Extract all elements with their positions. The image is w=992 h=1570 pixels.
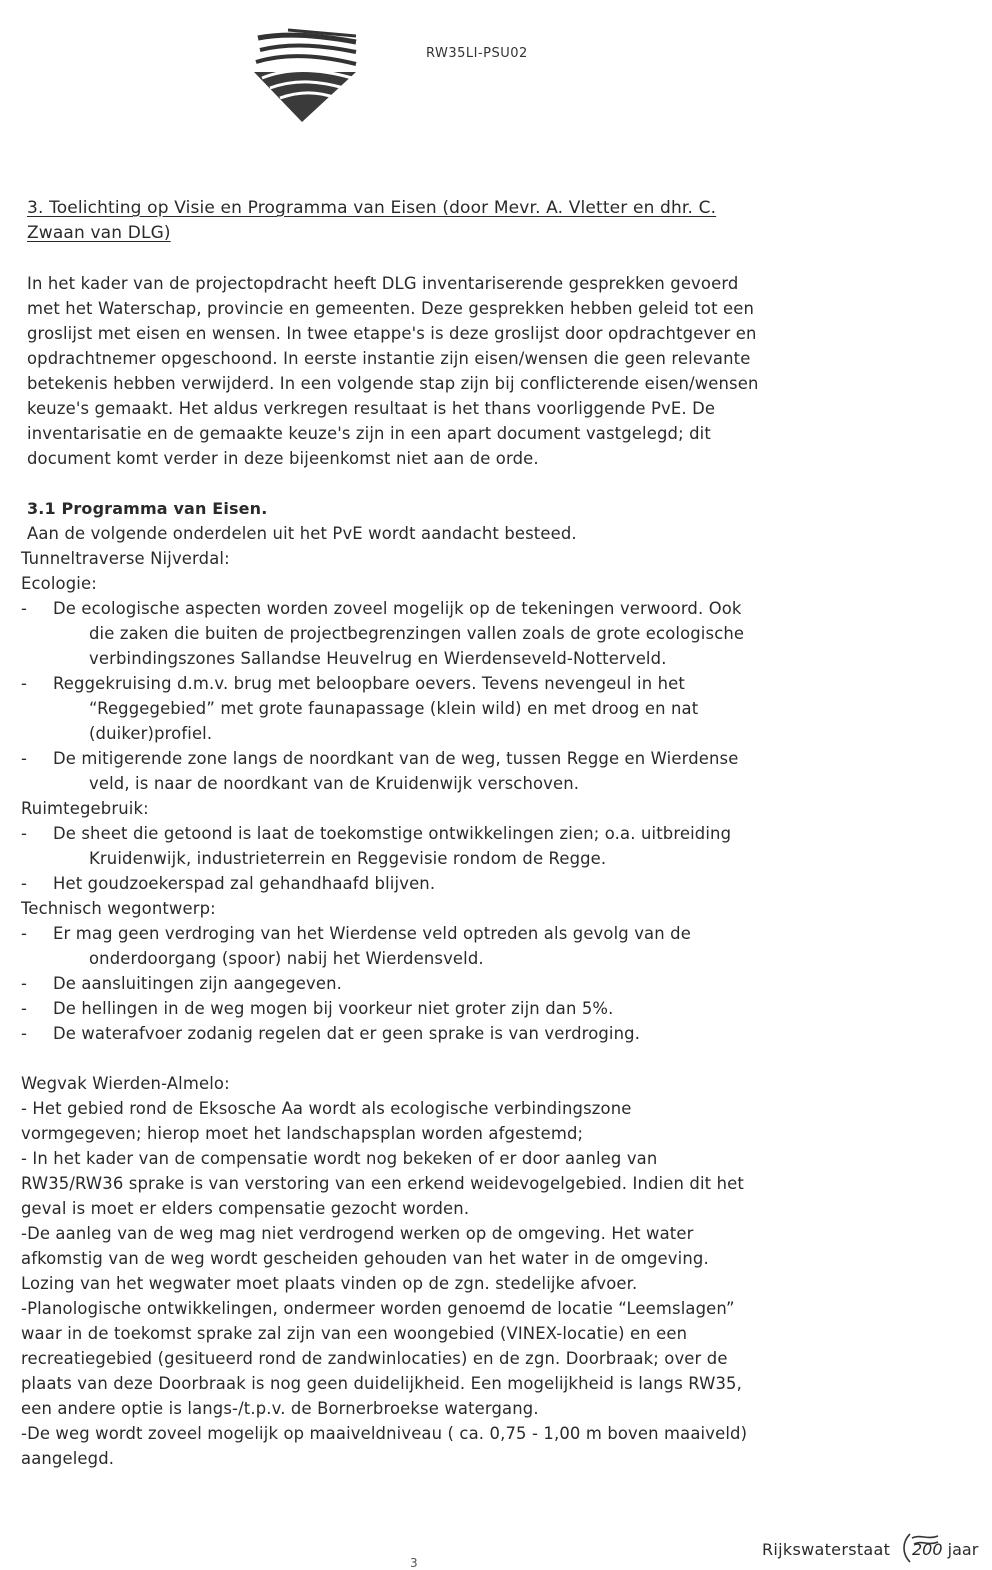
document-reference: RW35LI-PSU02: [426, 46, 528, 61]
footer-brand-name: Rijkswaterstaat: [762, 1540, 891, 1559]
bullet-line: onderdoorgang (spoor) nabij het Wierdensveld.: [89, 949, 484, 968]
page-number: 3: [410, 1556, 418, 1570]
section-3-heading-line-2: Zwaan van DLG): [27, 223, 171, 243]
intro-line: keuze's gemaakt. Het aldus verkregen resultaat is het thans voorliggende PvE. De: [27, 399, 716, 418]
bullet-line: (duiker)profiel.: [89, 724, 213, 743]
bullet-line: De ecologische aspecten worden zoveel mogelijk op de tekeningen verwoord. Ook: [53, 599, 742, 618]
bullet-dash: -: [21, 1024, 28, 1043]
intro-line: opdrachtnemer opgeschoond. In eerste instantie zijn eisen/wensen die geen relevante: [27, 349, 751, 368]
bullet-item: [21, 596, 791, 671]
intro-line: groslijst met eisen en wensen. In twee etappe's is deze groslijst door opdrachtgever en: [27, 324, 757, 343]
bullet-line: “Reggegebied” met grote faunapassage (klein wild) en met droog en nat: [89, 699, 699, 718]
wegvak-line: - In het kader van de compensatie wordt nog bekeken of er door aanleg van: [21, 1149, 658, 1168]
document-body: [21, 196, 791, 1471]
footer-years-suffix: jaar: [947, 1540, 979, 1559]
wegvak-line: vormgegeven; hierop moet het landschapsplan worden afgestemd;: [21, 1124, 584, 1143]
wegvak-label: Wegvak Wierden-Almelo:: [21, 1074, 230, 1093]
bullet-item: [21, 871, 791, 896]
intro-line: betekenis hebben verwijderd. In een volgende stap zijn bij conflicterende eisen/wensen: [27, 374, 759, 393]
bullet-line: De mitigerende zone langs de noordkant van de weg, tussen Regge en Wierdense: [53, 749, 739, 768]
intro-line: In het kader van de projectopdracht heeft DLG inventariserende gesprekken gevoerd: [27, 274, 739, 293]
wegvak-line: -De weg wordt zoveel mogelijk op maaiveldniveau ( ca. 0,75 - 1,00 m boven maaiveld): [21, 1424, 748, 1443]
bullet-line: De sheet die getoond is laat de toekomstige ontwikkelingen zien; o.a. uitbreiding: [53, 824, 732, 843]
ecologie-label: Ecologie:: [21, 574, 97, 593]
wegvak-line: recreatiegebied (gesitueerd rond de zandwinlocaties) en de zgn. Doorbraak; over de: [21, 1349, 728, 1368]
wegvak-line: aangelegd.: [21, 1449, 115, 1468]
bullet-line: Het goudzoekerspad zal gehandhaafd blijven.: [53, 874, 436, 893]
bullet-line: De hellingen in de weg mogen bij voorkeur niet groter zijn dan 5%.: [53, 999, 614, 1018]
bullet-item: [21, 671, 791, 746]
wegvak-line: RW35/RW36 sprake is van verstoring van een erkend weidevogelgebied. Indien dit het: [21, 1174, 744, 1193]
footer-years-number: 200: [912, 1540, 943, 1559]
wegvak-line: waar in de toekomst sprake zal zijn van een woongebied (VINEX-locatie) en een: [21, 1324, 688, 1343]
intro-line: met het Waterschap, provincie en gemeenten. Deze gesprekken hebben geleid tot een: [27, 299, 755, 318]
bullet-dash: -: [21, 599, 28, 618]
bullet-line: Reggekruising d.m.v. brug met beloopbare oevers. Tevens nevengeul in het: [53, 674, 685, 693]
wegvak-line: geval is moet er elders compensatie gezocht worden.: [21, 1199, 470, 1218]
bullet-line: verbindingszones Sallandse Heuvelrug en Wierdenseveld-Notterveld.: [89, 649, 667, 668]
bullet-dash: -: [21, 924, 28, 943]
wegvak-paragraph: [21, 1096, 791, 1471]
bullet-line: die zaken die buiten de projectbegrenzingen vallen zoals de grote ecologische: [89, 624, 745, 643]
bullet-line: veld, is naar de noordkant van de Kruidenwijk verschoven.: [89, 774, 580, 793]
bullet-line: Kruidenwijk, industrieterrein en Reggevisie rondom de Regge.: [89, 849, 607, 868]
bullet-dash: -: [21, 874, 28, 893]
bullet-dash: -: [21, 824, 28, 843]
bullet-item: [21, 971, 791, 996]
wegvak-line: plaats van deze Doorbraak is nog geen duidelijkheid. Een mogelijkheid is langs RW35,: [21, 1374, 742, 1393]
wegvak-line: Lozing van het wegwater moet plaats vinden op de zgn. stedelijke afvoer.: [21, 1274, 638, 1293]
wegvak-line: afkomstig van de weg wordt gescheiden gehouden van het water in de omgeving.: [21, 1249, 709, 1268]
intro-line: document komt verder in deze bijeenkomst niet aan de orde.: [27, 449, 539, 468]
ruimtegebruik-label: Ruimtegebruik:: [21, 799, 149, 818]
bullet-dash: -: [21, 749, 28, 768]
section-3-1-lead: Aan de volgende onderdelen uit het PvE wordt aandacht besteed.: [27, 524, 577, 543]
bullet-item: [21, 746, 791, 796]
bullet-line: De aansluitingen zijn aangegeven.: [53, 974, 342, 993]
bullet-item: [21, 921, 791, 971]
wegvak-line: een andere optie is langs-/t.p.v. de Bornerbroekse watergang.: [21, 1399, 539, 1418]
bullet-line: Er mag geen verdroging van het Wierdense veld optreden als gevolg van de: [53, 924, 691, 943]
rijkswaterstaat-logo-icon: [248, 26, 360, 124]
footer-anniversary-mark: [762, 1530, 990, 1566]
bullet-dash: -: [21, 974, 28, 993]
section-3-heading-line-1: 3. Toelichting op Visie en Programma van Eisen (door Mevr. A. Vletter en dhr. C.: [27, 198, 717, 218]
wegvak-line: -Planologische ontwikkelingen, ondermeer worden genoemd de locatie “Leemslagen”: [21, 1299, 735, 1318]
bullet-dash: -: [21, 999, 28, 1018]
section-3-1-heading: 3.1 Programma van Eisen.: [27, 499, 268, 518]
bullet-item: [21, 1021, 791, 1046]
technisch-wegontwerp-label: Technisch wegontwerp:: [21, 899, 216, 918]
section-3-intro: [27, 271, 791, 471]
bullet-dash: -: [21, 674, 28, 693]
intro-line: inventarisatie en de gemaakte keuze's zijn in een apart document vastgelegd; dit: [27, 424, 711, 443]
bullet-item: [21, 996, 791, 1021]
bullet-line: De waterafvoer zodanig regelen dat er geen sprake is van verdroging.: [53, 1024, 641, 1043]
subject-label: Tunneltraverse Nijverdal:: [21, 549, 230, 568]
wegvak-line: -De aanleg van de weg mag niet verdrogend werken op de omgeving. Het water: [21, 1224, 694, 1243]
bullet-item: [21, 821, 791, 871]
wegvak-line: - Het gebied rond de Eksosche Aa wordt als ecologische verbindingszone: [21, 1099, 632, 1118]
